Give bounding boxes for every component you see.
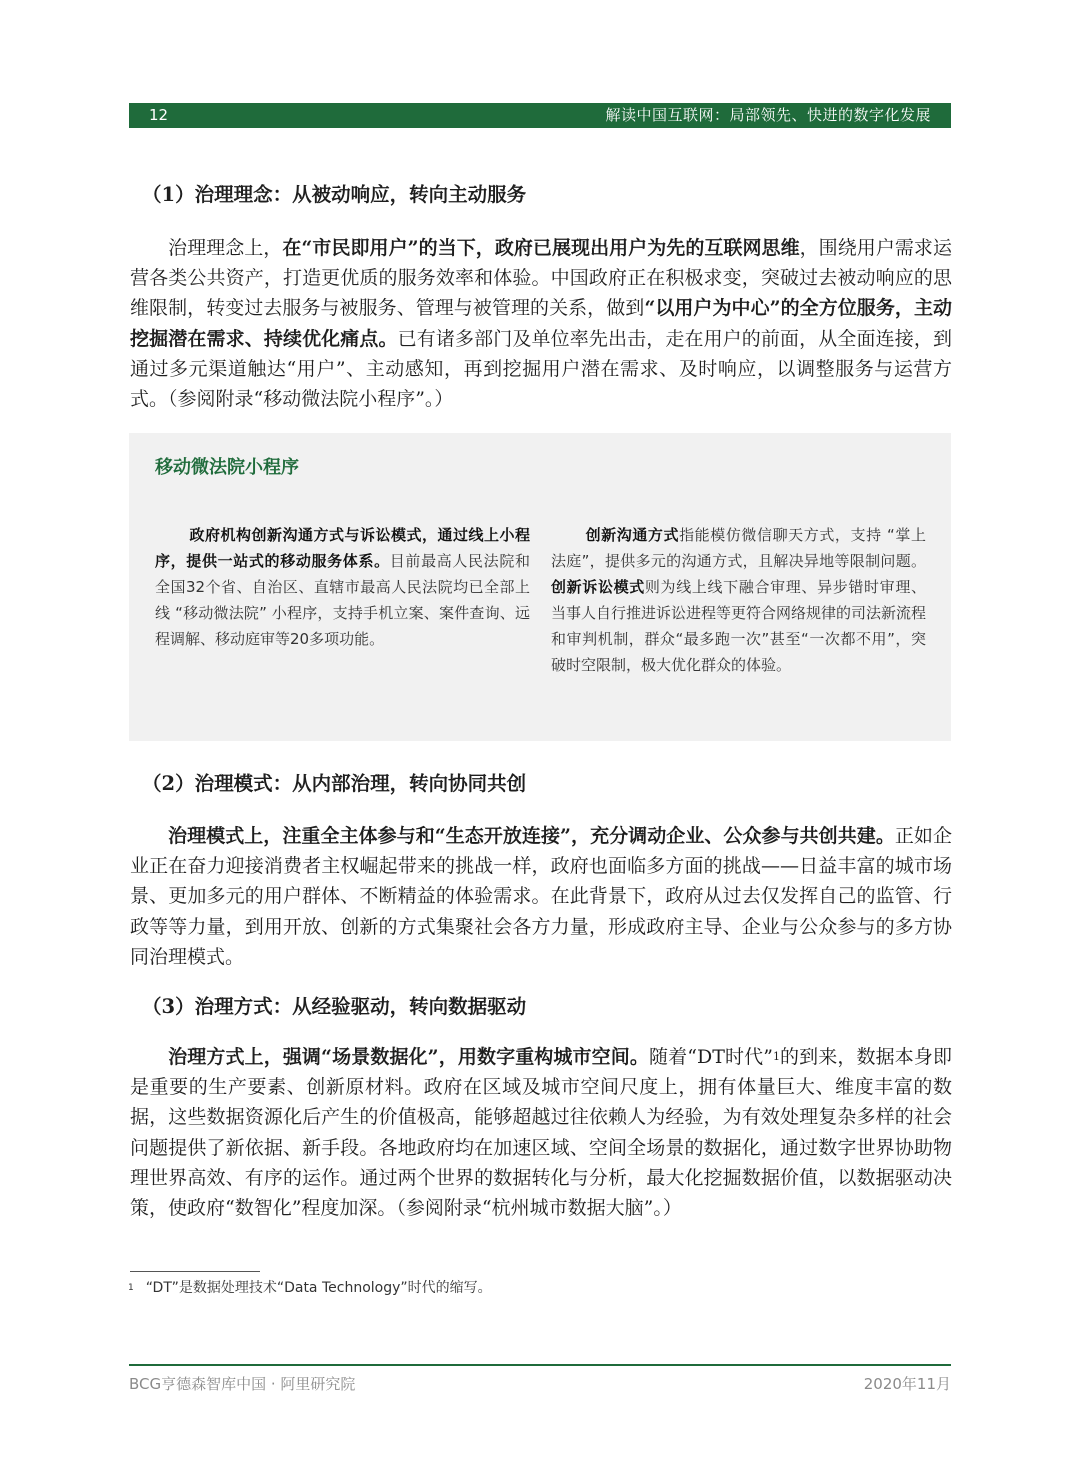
text-run: 的到来，数据本身即是重要的生产要素、创新原材料。政府在区域及城市空间尺度上，拥有体量巨大、维度丰富的数据，这些数据资源化后产生的价值极高，能够超越过往依赖人为经验，为有效处理复杂多样的社会问题提供了新依据、新手段。各地政府均在加速区域、空间全场景的数据化，通过数字世界协助物理世界高效、有序的运作。通过两个世界的数据转化与分析，最大化挖掘数据价值，以数据驱动决策，使政府“数智化”程度加深。（参阅附录“杭州城市数据大脑”。） [130,1046,952,1220]
bold-run: “以用户为中心”的全方位服务，主动挖掘潜在需求、持续优化痛点。 [130,297,952,350]
bold-run: 在“市民即用户”的当下，政府已展现出用户为先的互联网思维 [282,237,800,259]
case-study-right-column [551,522,926,678]
footer-divider [129,1364,951,1366]
text-run: 治理理念上， [168,237,283,259]
text-run: 已有诸多部门及单位率先出击，走在用户的前面，从全面连接，到通过多元渠道触达“用户”、主动感知，再到挖掘用户潜在需求、及时响应，以调整服务与运营方式。（参阅附录“移动微法院小程序”。） [130,327,952,411]
header-title: 解读中国互联网：局部领先、快进的数字化发展 [605,106,931,124]
case-study-title: 移动微法院小程序 [155,457,299,478]
page-number: 12 [149,106,169,124]
footnote-divider [130,1271,260,1272]
section-3-paragraph [130,1042,952,1223]
bold-run: 政府机构创新沟通方式与诉讼模式，通过线上小程序，提供一站式的移动服务体系。 [155,526,530,570]
case-study-box [129,433,951,741]
text-run: 指能模仿微信聊天方式，支持 “掌上法庭”，提供多元的沟通方式，且解决异地等限制问题。 [551,526,926,570]
bold-run: 治理模式上，注重全主体参与和“生态开放连接”，充分调动企业、公众参与共创共建。 [168,825,895,847]
footnote-text: “DT”是数据处理技术“Data Technology”时代的缩写。 [145,1280,492,1296]
section-3-heading: （3）治理方式：从经验驱动，转向数据驱动 [142,995,527,1018]
bold-run: 创新诉讼模式 [551,578,645,596]
page-header-bar [129,103,951,128]
case-study-left-column [155,522,530,652]
footnote-marker: 1 [128,1283,134,1293]
text-run: ，围绕用户需求运营各类公共资产，打造更优质的服务效率和体验。中国政府正在积极求变，突破过去被动响应的思维限制，转变过去服务与被服务、管理与被管理的关系，做到 [130,237,952,320]
footnote-reference[interactable]: 1 [772,1050,780,1063]
section-1-heading: （1）治理理念：从被动响应，转向主动服务 [142,183,527,206]
text-run: 正如企业正在奋力迎接消费者主权崛起带来的挑战一样，政府也面临多方面的挑战——日益丰富的城市场景、更加多元的用户群体、不断精益的体验需求。在此背景下，政府从过去仅发挥自己的监管、行政等等力量，到用开放、创新的方式集聚社会各方力量，形成政府主导、企业与公众参与的多方协同治理模式。 [130,825,952,968]
text-run: 随着“DT时代” [649,1046,773,1068]
text-run: 则为线上线下融合审理、异步错时审理、当事人自行推进诉讼进程等更符合网络规律的司法新流程和审判机制，群众“最多跑一次”甚至“一次都不用”，突破时空限制，极大优化群众的体验。 [551,578,927,674]
text-run: 目前最高人民法院和全国32个省、自治区、直辖市最高人民法院均已全部上线 “移动微法院” 小程序，支持手机立案、案件查询、远程调解、移动庭审等20多项功能。 [155,552,530,648]
footer-publisher: BCG亨德森智库中国 · 阿里研究院 [129,1375,356,1393]
section-2-paragraph [130,821,952,972]
section-2-heading: （2）治理模式：从内部治理，转向协同共创 [142,772,527,795]
bold-run: 创新沟通方式 [585,526,680,544]
footer-date: 2020年11月 [863,1375,951,1393]
section-1-paragraph [130,233,952,414]
bold-run: 治理方式上，强调“场景数据化”，用数字重构城市空间。 [168,1046,650,1068]
footnote [128,1277,492,1299]
